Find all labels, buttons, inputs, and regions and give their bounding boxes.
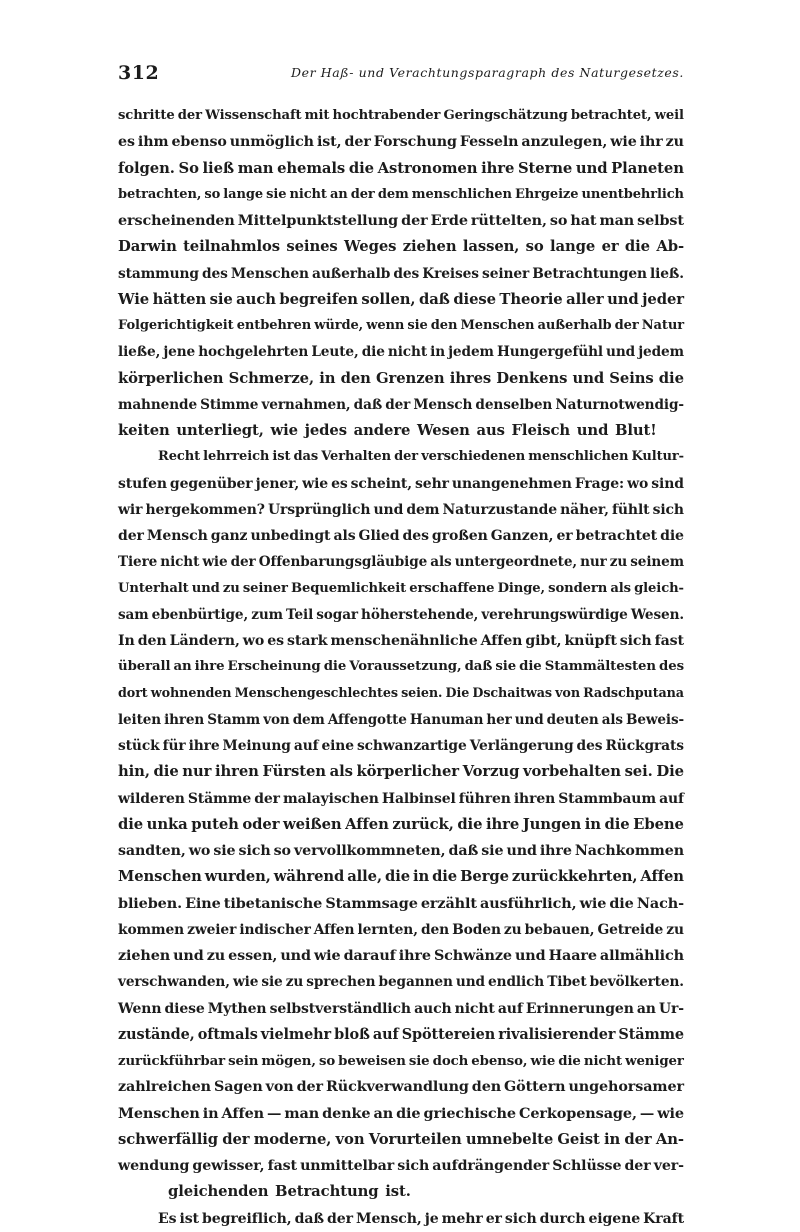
text-line: schritte der Wissenschaft mit hochtrabender Geringschätzung betrachtet, weil: [118, 108, 684, 123]
text-line: erscheinenden Mittelpunktstellung der Erde rüttelten, so hat man selbst: [118, 213, 684, 229]
text-line: stufen gegenüber jener, wie es scheint, sehr unangenehmen Frage: wo sind: [118, 475, 684, 492]
text-line: ziehen und zu essen, und wie darauf ihre Schwänze und Haare allmählich: [118, 948, 684, 964]
text-line: sandten, wo sie sich so vervollkommneten, daß sie und ihre Nachkommen: [118, 843, 684, 859]
text-line: mahnende Stimme vernahmen, daß der Mensch denselben Naturnotwendig-: [118, 396, 684, 413]
text-line: Menschen wurden, während alle, die in die Berge zurückkehrten, Affen: [118, 868, 684, 886]
text-line: dort wohnenden Menschengeschlechtes seien. Die Dschaitwas von Radschputana: [118, 685, 684, 701]
text-line: zahlreichen Sagen von der Rückverwandlung den Göttern ungehorsamer: [118, 1079, 684, 1096]
text-line: schwerfällig der moderne, von Vorurteilen umnebelte Geist in der An-: [118, 1130, 684, 1148]
text-line: wendung gewisser, fast unmittelbar sich aufdrängender Schlüsse der ver-: [118, 1158, 684, 1174]
text-line: Es ist begreiflich, daß der Mensch, je mehr er sich durch eigene Kraft: [158, 1210, 684, 1227]
text-line: sam ebenbürtige, zum Teil sogar höherstehende, verehrungswürdige Wesen.: [118, 606, 684, 623]
text-line: Wenn diese Mythen selbstverständlich auch nicht auf Erinnerungen an Ur-: [118, 1000, 684, 1017]
text-line: wir hergekommen? Ursprünglich und dem Naturzustande näher, fühlt sich: [118, 501, 684, 518]
text-line: keiten unterliegt, wie jedes andere Wesen aus Fleisch und Blut!: [118, 422, 657, 439]
text-line: Darwin teilnahmlos seines Weges ziehen lassen, so lange er die Ab-: [118, 238, 684, 256]
text-line: Recht lehrreich ist das Verhalten der verschiedenen menschlichen Kultur-: [158, 449, 684, 465]
text-line: Folgerichtigkeit entbehren würde, wenn sie den Menschen außerhalb der Natur: [118, 318, 684, 333]
text-line: gleichenden Betrachtung ist.: [168, 1183, 411, 1201]
text-line: In den Ländern, wo es stark menschenähnliche Affen gibt, knüpft sich fast: [118, 633, 684, 649]
body-text: [118, 103, 684, 1232]
text-line: folgen. So ließ man ehemals die Astronomen ihre Sterne und Planeten: [118, 159, 684, 177]
text-line: ließe, jene hochgelehrten Leute, die nicht in jedem Hungergefühl und jedem: [118, 344, 684, 361]
text-line: Menschen in Affen — man denke an die griechische Cerkopensage, — wie: [118, 1104, 684, 1122]
text-line: hin, die nur ihren Fürsten als körperlicher Vorzug vorbehalten sei. Die: [118, 763, 684, 781]
text-line: Unterhalt und zu seiner Bequemlichkeit erschaffene Dinge, sondern als gleich-: [118, 580, 684, 596]
text-line: kommen zweier indischer Affen lernten, den Boden zu bebauen, Getreide zu: [118, 921, 684, 938]
text-line: stammung des Menschen außerhalb des Kreises seiner Betrachtungen ließ.: [118, 265, 684, 282]
text-line: betrachten, so lange sie nicht an der dem menschlichen Ehrgeize unentbehrlich: [118, 186, 684, 202]
page-number: 312: [118, 62, 160, 84]
text-line: Wie hätten sie auch begreifen sollen, daß diese Theorie aller und jeder: [118, 290, 684, 308]
text-line: die unka puteh oder weißen Affen zurück, die ihre Jungen in die Ebene: [118, 815, 684, 833]
text-line: körperlichen Schmerze, in den Grenzen ihres Denkens und Seins die: [118, 369, 684, 387]
running-head: Der Haß- und Verachtungsparagraph des Naturgesetzes.: [290, 65, 684, 80]
text-line: Tiere nicht wie der Offenbarungsgläubige als untergeordnete, nur zu seinem: [118, 554, 684, 571]
text-line: es ihm ebenso unmöglich ist, der Forschung Fesseln anzulegen, wie ihr zu: [118, 134, 684, 151]
text-line: der Mensch ganz unbedingt als Glied des großen Ganzen, er betrachtet die: [118, 528, 684, 544]
text-line: stück für ihre Meinung auf eine schwanzartige Verlängerung des Rückgrats: [118, 738, 684, 754]
text-line: leiten ihren Stamm von dem Affengotte Hanuman her und deuten als Beweis-: [118, 711, 684, 728]
page-header: [118, 62, 684, 86]
text-line: wilderen Stämme der malayischen Halbinsel führen ihren Stammbaum auf: [118, 790, 684, 807]
text-line: überall an ihre Erscheinung die Voraussetzung, daß sie die Stammältesten des: [118, 659, 684, 675]
text-line: blieben. Eine tibetanische Stammsage erzählt ausführlich, wie die Nach-: [118, 894, 684, 912]
text-line: verschwanden, wie sie zu sprechen begannen und endlich Tibet bevölkerten.: [118, 974, 684, 991]
text-line: zustände, oftmals vielmehr bloß auf Spöttereien rivalisierender Stämme: [118, 1025, 684, 1043]
text-line: zurückführbar sein mögen, so beweisen sie doch ebenso, wie die nicht weniger: [118, 1053, 684, 1069]
